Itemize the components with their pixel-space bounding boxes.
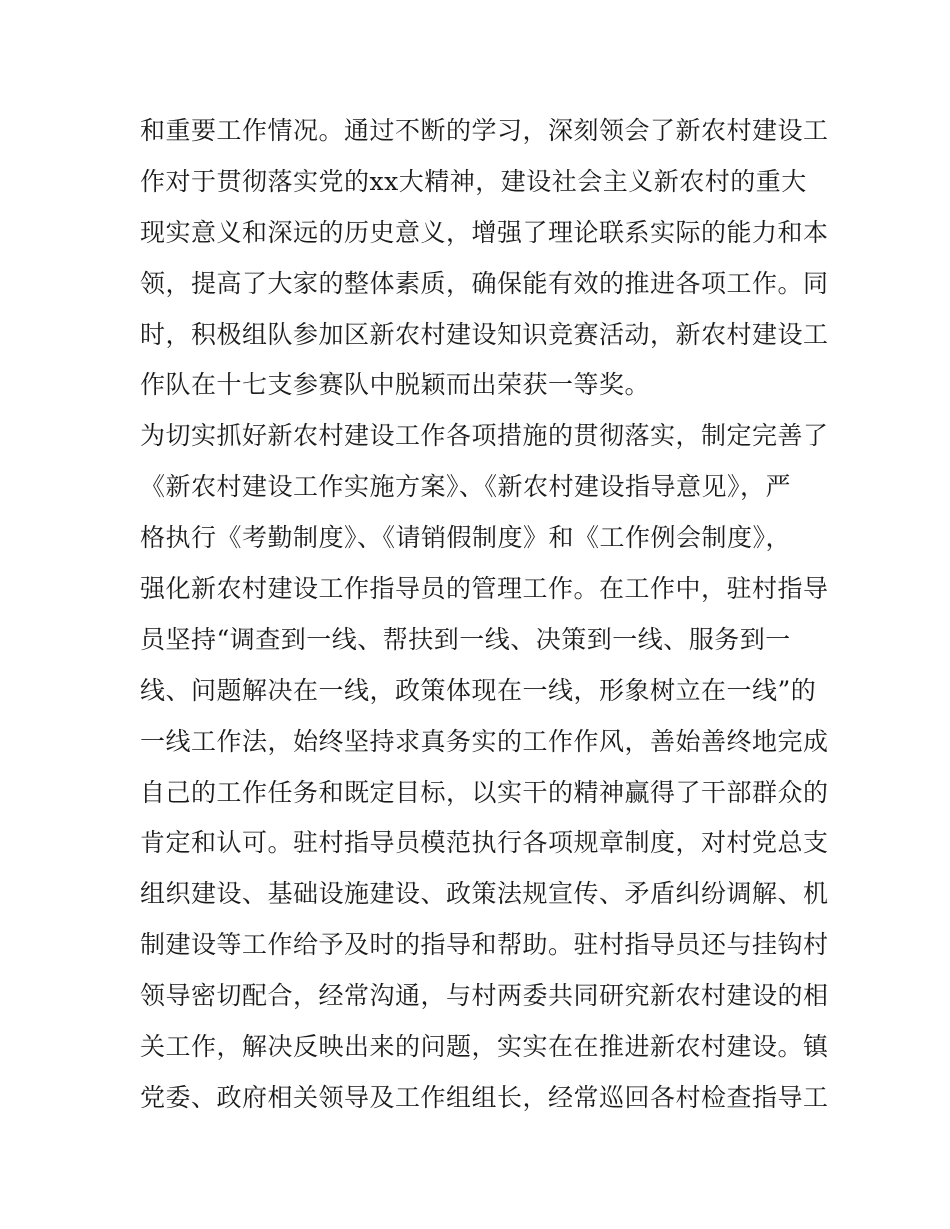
text-line: 自己的工作任务和既定目标，以实干的精神赢得了干部群众的 [140, 777, 829, 807]
text-line: 强化新农村建设工作指导员的管理工作。在工作中，驻村指导 [140, 574, 829, 604]
text-line: 现实意义和深远的历史意义，增强了理论联系实际的能力和本 [140, 217, 829, 247]
document-body [140, 106, 829, 1124]
text-line: 和重要工作情况。通过不断的学习，深刻领会了新农村建设工 [140, 116, 829, 145]
text-line: 制建设等工作给予及时的指导和帮助。驻村指导员还与挂钩村 [140, 930, 829, 960]
text-line: 员坚持“调查到一线、帮扶到一线、决策到一线、服务到一 [140, 624, 791, 654]
text-line: 线、问题解决在一线，政策体现在一线，形象树立在一线”的 [140, 675, 817, 705]
text-line: 领导密切配合，经常沟通，与村两委共同研究新农村建设的相 [140, 981, 829, 1011]
text-line: 关工作，解决反映出来的问题，实实在在推进新农村建设。镇 [140, 1032, 829, 1062]
text-line: 时，积极组队参加区新农村建设知识竞赛活动，新农村建设工 [140, 319, 829, 349]
text-line: 一线工作法，始终坚持求真务实的工作作风，善始善终地完成 [140, 726, 829, 756]
text-line: 领，提高了大家的整体素质，确保能有效的推进各项工作。同 [140, 268, 829, 298]
text-line: 为切实抓好新农村建设工作各项措施的贯彻落实，制定完善了 [140, 421, 829, 451]
text-line: 作队在十七支参赛队中脱颖而出荣获一等奖。 [140, 370, 651, 400]
text-line: 格执行《考勤制度》、《请销假制度》和《工作例会制度》， [140, 523, 792, 553]
text-line: 肯定和认可。驻村指导员模范执行各项规章制度，对村党总支 [140, 828, 829, 858]
text-line: 组织建设、基础设施建设、政策法规宣传、矛盾纠纷调解、机 [140, 879, 829, 909]
text-line: 作对于贯彻落实党的xx大精神，建设社会主义新农村的重大 [140, 166, 807, 196]
text-line: 党委、政府相关领导及工作组组长，经常巡回各村检查指导工 [140, 1082, 829, 1112]
text-line: 《新农村建设工作实施方案》、《新农村建设指导意见》，严 [140, 472, 792, 502]
